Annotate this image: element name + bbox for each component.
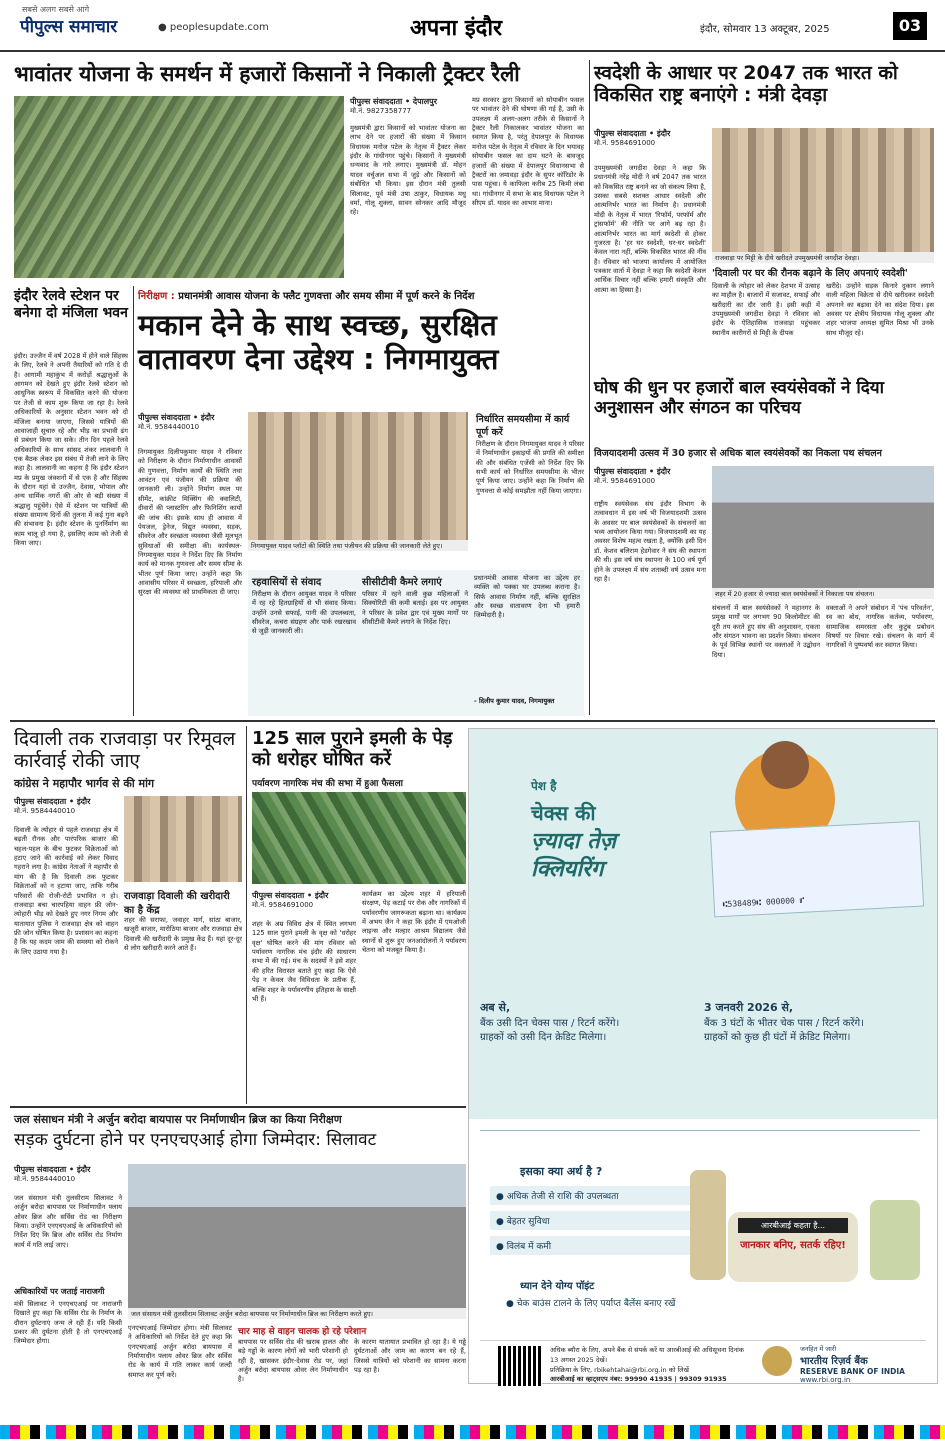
story7-byline: [252, 890, 352, 910]
story2-byline: [594, 128, 706, 148]
story4-caption: निगमायुक्त यादव प्लॉटों की स्थिति तथा पंजीयन की प्रक्रिया की जानकारी लेते हुए।: [248, 540, 468, 551]
cheque-image: [710, 821, 924, 918]
logo-tagline: सबसे अलग सबसे आगे: [22, 5, 90, 14]
story6-body: दिवाली के त्योहार से पहले राजवाड़ा क्षेत्र में बढ़ती रौनक और पारंपरिक बाजार की चहल-पहल के बीच फुटकर विक्रेताओं को हटाए जाने की कार्रवाई को लेकर विवाद गहराने लगा है। कांग्रेस नेताओं ने महापौर से मांग की है कि दिवाली तक फुटकर विक्रेताओं को न हटाया जाए, ताकि गरीब परिवारों की रोजी-रोटी प्रभावित न हो। राजवाड़ा बचा चारपहिया वाहन फ्री जोन- त्योहारी भीड़ को देखते हुए नगर निगम और यातायात पुलिस ने राजवाड़ा क्षेत्र को वाहन फ्री जोन घोषित किया है। प्रशासन का कहना है कि यह कदम जाम की समस्या को रोकने के लिए उठाया गया है।: [14, 826, 118, 956]
ad-point: ● अधिक तेजी से राशि की उपलब्धता: [490, 1186, 710, 1205]
story5-body2: संचलनों में बाल स्वयंसेवकों ने महानगर के प्रमुख मार्गों पर लगभग 90 किलोमीटर की दूरी तय करते हुए संघ की अनुशासन, एकता और संगठन भावना का प्रदर्शन किया। संचलन के पूर्व विभिन्न स्थानों पर वक्ताओं ने उद्बोधन दिया।: [712, 604, 820, 659]
column-divider: [246, 726, 247, 1104]
ad-headline-1: चेक्स की: [531, 801, 596, 825]
story1-byline: [350, 96, 466, 116]
story4-box1-body: निरीक्षण के दौरान आयुक्त यादव ने परिसर में रह रहे हितग्राहियों से भी संवाद किया। उन्होंने उनसे सफाई, पानी की उपलब्धता, सीवरेज, कचरा संग्रहण और पार्क रखरखाव से जुड़ी जानकारी ली।: [252, 590, 356, 636]
ad-point-text: अधिक तेजी से राशि की उपलब्धता: [506, 1192, 619, 1202]
cheque-number: ⑆538489⑆ 000000 ⑈: [722, 895, 805, 909]
qr-code[interactable]: [498, 1346, 542, 1386]
story7-body: शहर के अम्र विविध क्षेत्र में स्थित लगभग 125 साल पुराने इमली के वृक्ष को 'धरोहर वृक्ष' घोषित करने की मांग रविवार को पर्यावरण नागरिक मंच इंदौर की साधारण सभा में की गई। मंच के सदस्यों ने इसे शहर की हरित विरासत बताते हुए कहा कि ऐसे पेड़ न केवल जैव विविधता के प्रतीक हैं, बल्कि शहर के पर्यावरणीय इतिहास के साक्षी भी हैं।: [252, 920, 356, 1003]
ad-point: ● विलंब में कमी: [490, 1236, 710, 1255]
story8-mobile: मो.नं. 9584440010: [14, 1175, 76, 1183]
story4-mobile: मो.नं. 9584440010: [138, 423, 200, 431]
story4-body: निगमायुक्त दिलीपकुमार यादव ने रविवार को निरीक्षण के दौरान निर्माणाधीन आवासों की गुणवत्ता, निर्माण कार्यों की स्थिति तथा आवंटन एवं पंजीयन की प्रक्रिया की जानकारी ली। उन्होंने निर्माण स्थल पर सीमेंट, कांक्रीट मिक्सिंग की क्वालिटी, दीवारों की प्लास्टरिंग और फिनिशिंग कार्यों की जांच की। इसके साथ ही आवास में पेयजल, ड्रेनेज, विद्युत व्यवस्था, सड़क, सीवरेज और स्वच्छता व्यवस्था जैसी मूलभूत सुविधाओं की समीक्षा की। कार्यस्थल- निगमायुक्त यादव ने निर्देश दिए कि निर्माण कार्य को मानक गुणवत्ता और समय सीमा के भीतर पूर्ण किया जाए। उन्होंने कहा कि आवासीय परिसर में स्वच्छता, हरियाली और सुरक्षा की व्यवस्था को प्राथमिकता दी जाए।: [138, 448, 242, 597]
story3-body: इंदौर। उज्जैन में वर्ष 2028 में होने वाले सिंहस्थ के लिए, रेलवे ने अपनी तैयारियों को गति दे दी है। आगामी महाकुंभ में करोड़ों श्रद्धालुओं के आगमन को देखते हुए इंदौर रेलवे स्टेशन को आधुनिक स्वरूप में विकसित करने की योजना पर तेजी से काम शुरू किया जा रहा है। रेलवे अधिकारियों के अनुसार स्टेशन भवन को दो मंजिला बनाया जाएगा, जिससे यात्रियों की आवाजाही सुचारु रहे और भीड़ का प्रभावी ढंग से प्रबंधन किया जा सके। तीन दिन पहले रेलवे अधिकारियों के साथ सांसद शंकर लालवानी ने एक बैठक लेकर इस संबंध में तेजी लाने के लिए कहा है। लालवानी का कहना है कि इंदौर स्टेशन मप्र के प्रमुख जंक्शनों में से एक है और सिंहस्थ के दौरान यहां से उज्जैन, देवास, भोपाल और अन्य धार्मिक नगरों की ओर से बड़ी संख्या में श्रद्धालु पहुंचेंगे। ऐसे में स्टेशन पर यात्रियों की संख्या सामान्य दिनों की तुलना में कई गुना बढ़ने की संभावना है। इंदौर स्टेशन के पुनर्निर्माण का काम चालू हो गया है, इसलिए काम को तेजी से किया जाए।: [14, 352, 128, 548]
ad-point-text: बेहतर सुविधा: [506, 1217, 550, 1227]
story6-byline: [14, 796, 122, 816]
story8-byline-text: पीपुल्स संवाददाता • इंदौर: [14, 1165, 91, 1174]
story2-byline-text: पीपुल्स संवाददाता • इंदौर: [594, 129, 671, 138]
paper-name: पीपुल्स समाचार: [20, 17, 118, 37]
story8-body2: एनएचएआई जिम्मेदार होगा। मंत्री सिलावट ने अधिकारियों को निर्देश देते हुए कहा कि एनएचएआई अर्जुन बरोदा बायपास में निर्माणाधीन फ्लाय ओवर ब्रिज और सर्विस रोड के कार्य में गति लाकर कार्य जल्दी समाप्त कर पूर्ण करें।: [128, 1324, 232, 1379]
story7-sub: पर्यावरण नागरिक मंच की सभा में हुआ फैसला: [252, 779, 404, 789]
story2-headline: स्वदेशी के आधार पर 2047 तक भारत को विकसित राष्ट्र बनाएंगे : मंत्री देवड़ा: [594, 62, 898, 107]
story5-byline-text: पीपुल्स संवाददाता • इंदौर: [594, 467, 671, 476]
dateline: इंदौर, सोमवार 13 अक्टूबर, 2025: [700, 24, 830, 35]
ad-note-title: ध्यान देने योग्य पॉइंट: [520, 1281, 595, 1292]
story1-body-col2: मप्र सरकार द्वारा किसानों को सोयाबीन फसल पर भावांतर देने की घोषणा की गई है, उसी के उपलक्ष्य में अलग-अलग तरीके से किसानों ने ट्रैक्टर रैली निकालकर भावांतर योजना का स्वागत किया है, परंतु देपालपुर के विधायक मनोज पटेल के नेतृत्व में रविवार के दिन भयावह सोयाबीन फसल का दाम घटने के बावजूद हजारों की संख्या में देपालपुर विधानसभा से ट्रैक्टरों का जमावड़ा इंदौर के सुपर कॉरिडोर के पास पहुंचा। ये काफिला करीब 25 किमी लंबा था। गांधीनगर में सभा के बाद विधायक पटेल ने सीएम डॉ. यादव का आभार माना।: [472, 96, 584, 207]
ad-mascot-line: जानकार बनिए, सतर्क रहिए!: [740, 1240, 846, 1251]
story8-kicker: जल संसाधन मंत्री ने अर्जुन बरोदा बायपास पर निर्माणाधीन ब्रिज का किया निरीक्षण: [14, 1113, 342, 1126]
masthead: [0, 0, 945, 52]
story2-caption: राजवाड़ा पर मिट्टी के दीये खरीदते उपमुख्यमंत्री जगदीश देवड़ा।: [712, 252, 934, 263]
story5-mobile: मो.नं. 9584691000: [594, 477, 656, 485]
page-number: 03: [893, 12, 927, 40]
story2-quote: 'दिवाली पर घर की रौनक बढ़ाने के लिए अपनाएं स्वदेशी': [712, 268, 908, 279]
story2-quote-body1: दिवाली के त्योहार को लेकर देशभर में उत्साह का माहौल है। बाजारों में सजावट, सफाई और खरीदारी का दौर जारी है। इसी कड़ी में उपमुख्यमंत्री जगदीश देवड़ा ने रविवार को इंदौर के ऐतिहासिक राजवाड़ा पहुंचकर स्थानीय कारीगरों से मिट्टी के दीपक: [712, 282, 820, 337]
ad-headline-2: ज़्यादा तेज़: [531, 829, 616, 854]
story5-kicker: विजयादशमी उत्सव में 30 हजार से अधिक बाल स्वयंसेवकों का निकला पथ संचलन: [594, 448, 882, 459]
ad-footer-text: [550, 1346, 750, 1385]
story7-byline-text: पीपुल्स संवाददाता • इंदौर: [252, 891, 329, 900]
story8-caption: जल संसाधन मंत्री तुलसीराम सिलावट अर्जुन बरोदा बायपास पर निर्माणाधीन ब्रिज का निरीक्षण करते हुए।: [128, 1308, 466, 1319]
rbi-name-block: [800, 1344, 930, 1384]
story1-byline-text: पीपुल्स संवाददाता • देपालपुर: [350, 97, 437, 106]
story6-headline: दिवाली तक राजवाड़ा पर रिमूवल कार्रवाई रोकी जाए: [14, 728, 236, 773]
ad-headline-3: क्लियरिंग: [531, 857, 604, 882]
rbi-website[interactable]: www.rbi.org.in: [800, 1376, 851, 1384]
ad-footer-line2: प्रतिक्रिया के लिए, rbikehtahai@rbi.org.in को लिखें: [550, 1365, 689, 1374]
story4-box1-heading: रहवासियों से संवाद: [252, 577, 322, 588]
story7-headline: 125 साल पुराने इमली के पेड़ को धरोहर घोषित करें: [252, 728, 453, 771]
story8-photo: [128, 1164, 466, 1308]
section-rule: [10, 1106, 466, 1108]
story4-kicker-text: प्रधानमंत्री आवास योजना के फ्लैट गुणवत्ता और समय सीमा में पूर्ण करने के निर्देश: [178, 291, 475, 302]
ad-intro: पेश है: [531, 779, 557, 793]
ad-points-list: [490, 1186, 710, 1261]
story4-box2-heading: सीसीटीवी कैमरे लगाएं: [362, 577, 442, 588]
ad-point: ● बेहतर सुविधा: [490, 1211, 710, 1230]
story4-kicker-label: निरीक्षण :: [138, 291, 175, 302]
ad-note-text: चेक बाउंस टालने के लिए पर्याप्त बैलेंस बनाए रखें: [516, 1299, 676, 1309]
ad-left-title: अब से,: [480, 1001, 511, 1014]
ad-right-title: 3 जनवरी 2026 से,: [704, 1001, 794, 1014]
section-title: अपना इंदौर: [410, 16, 503, 41]
rbi-name-english: RESERVE BANK OF INDIA: [800, 1367, 905, 1376]
story2-body: उपमुख्यमंत्री जगदीश देवड़ा ने कहा कि प्रधानमंत्री नरेंद्र मोदी ने वर्ष 2047 तक भारत को विकसित राष्ट्र बनाने का जो संकल्प लिया है, उसका सबसे सशक्त आधार स्वदेशी और आत्मनिर्भर भारत का निर्माण है। प्रधानमंत्री मोदी के नेतृत्व में भारत 'रिफॉर्म, परफॉर्म और ट्रांसफॉर्म' की नीति पर आगे बढ़ रहा है। आत्मनिर्भर भारत का मार्ग स्वदेशी से होकर गुजरता है। 'हर घर स्वदेशी, घर-घर स्वदेशी' केवल नारा नहीं, बल्कि विकसित भारत की नींव है। रविवार को भाजपा कार्यालय में आयोजित पत्रकार वार्ता में देवड़ा ने कहा कि स्वदेशी केवल आर्थिक विचार नहीं बल्कि हमारी संस्कृति और आत्मा का हिस्सा है।: [594, 164, 706, 294]
story7-body2: कार्यक्रम का उद्देश्य शहर में हरियाली संरक्षण, पेड़ कटाई पर रोक और नागरिकों में पर्यावरणीय जागरूकता बढ़ाना था। कार्यक्रम में अभय जैन ने कहा कि इंदौर में एमओजी लाइन्स और मल्हार आश्रम विद्यालय जैसे स्थानों से शुरू हुए जनआंदोलनों ने पर्यावरण चेतना को मजबूत किया है।: [362, 890, 466, 955]
story5-body3: वक्ताओं ने अपने संबोधन में 'पंच परिवर्तन', स्व का बोध, नागरिक कर्तव्य, पर्यावरण, सामाजिक समरसता और कुटुंब प्रबोधन विषयों पर विचार रखे। संचलन के मार्ग में नागरिकों ने पुष्पवर्षा कर स्वागत किया।: [826, 604, 934, 650]
story8-box-heading: चार माह से वाहन चालक हो रहे परेशान: [238, 1327, 367, 1337]
story4-boxes: [248, 570, 584, 716]
story5-caption: शहर में 20 हजार से ज्यादा बाल स्वयंसेवकों ने निकाला पथ संचलन।: [712, 588, 934, 599]
story6-box-heading: राजवाड़ा दिवाली की खरीदारी का है केंद्र: [124, 891, 230, 916]
ad-right-block: [704, 1000, 930, 1043]
story4-headline: मकान देने के साथ स्वच्छ, सुरक्षित वातावरण देना उद्देश्य : निगमायुक्त: [138, 308, 499, 377]
story5-byline: [594, 466, 706, 486]
story5-body: राष्ट्रीय स्वयंसेवक संघ इंदौर विभाग के तत्वावधान में इस वर्ष भी विजयादशमी उत्सव के अवसर पर बाल स्वयंसेवकों के संचलनों का भव्य आयोजन किया गया। विजयादशमी का यह अवसर विशेष महत्व रखता है, क्योंकि इसी दिन डॉ. केशव बलिराम हेडगेवार ने संघ की स्थापना की थी। इस वर्ष संघ स्थापना के 100 वर्ष पूर्ण होने के उपलक्ष्य में संघ शताब्दी वर्ष उत्सव मना रहा है।: [594, 500, 706, 583]
story4-kicker: [138, 288, 584, 302]
rbi-emblem: [762, 1346, 792, 1376]
ad-meaning-title: इसका क्या अर्थ है ?: [520, 1165, 603, 1178]
story1-photo: [14, 96, 344, 278]
story8-box-body1: बायपास पर सर्विस रोड की खराब हालत और बड़े गड्ढों के कारण लोगों को भारी परेशानी हो रही है, खासकर इंदौर-देवास रोड पर, जहां अर्जुन बरोदा बायपास ओवर लेन निर्माणाधीन है।: [238, 1338, 348, 1384]
ad-footer-rule: [480, 1340, 926, 1341]
ad-model-head: [761, 741, 809, 789]
story8-side-heading: अधिकारियों पर जताई नाराजगी: [14, 1287, 105, 1296]
print-registration-strip: [0, 1425, 945, 1439]
story4-byline-text: पीपुल्स संवाददाता • इंदौर: [138, 413, 215, 422]
ad-footer-line1: अधिक ब्यौरा के लिए, अपने बैंक से संपर्क करें या आरबीआई की अधिसूचना दिनांक 13 अगस्त 2025 देखें।: [550, 1346, 744, 1364]
column-divider: [589, 60, 590, 715]
story3-headline: इंदौर रेलवे स्टेशन पर बनेगा दो मंजिला भवन: [14, 288, 128, 321]
story1-body-col1: मुख्यमंत्री द्वारा किसानों को भावांतर योजना का लाभ देने पर हजारों की संख्या में किसान विधायक मनोज पटेल के नेतृत्व में ट्रैक्टर लेकर इंदौर के गांधीनगर पहुंचे। किसानों ने मुख्यमंत्री धन्यवाद के नारे लगाए। मुख्यमंत्री डॉ. मोहन यादव वर्चुअल सभा में जुड़े और किसानों को संबोधित भी किया। इस दौरान मंत्री तुलसी सिलावट, पूर्व मंत्री उषा ठाकुर, विधायक मधु वर्मा, गोलू शुक्ला, सावन सोनकर आदि मौजूद रहे।: [350, 124, 466, 217]
story8-byline: [14, 1164, 122, 1184]
story4-side-heading: निर्धारित समयसीमा में कार्य पूर्ण करें: [476, 414, 570, 438]
ad-issuer: जनहित में जारी: [800, 1345, 837, 1353]
story4-box3-sign: - दिलीप कुमार यादव, निगमायुक्त: [474, 697, 555, 705]
story4-byline: [138, 412, 242, 432]
ad-mascot-right: [870, 1200, 920, 1280]
story4-box2-body: परिसर में रहने वाली कुछ महिलाओं ने सिक्योरिटी की कमी बताई। इस पर आयुक्त ने परिसर के प्रवेश द्वार एवं मुख्य मार्गों पर सीसीटीवी कैमरे लगाने के निर्देश दिए।: [362, 590, 468, 627]
story1-headline: भावांतर योजना के समर्थन में हजारों किसानों ने निकाली ट्रैक्टर रैली: [14, 62, 520, 86]
story2-photo: [712, 128, 934, 252]
story8-side-body: मंत्री सिलावट ने एनएचएआई पर नाराजगी दिखाते हुए कहा कि सर्विस रोड के निर्माण के दौरान दुर्घटनाएं जन्म ले रही हैं। यदि किसी प्रकार की दुर्घटना होती है तो एनएचएआई जिम्मेदार होगा।: [14, 1300, 122, 1346]
ad-helpline: आरबीआई का व्हाट्सएप नंबर: 99990 41935 | 99309 91935: [550, 1375, 727, 1384]
story8-headline: सड़क दुर्घटना होने पर एनएचएआई होगा जिम्मेदार: सिलावट: [14, 1130, 377, 1150]
website-link[interactable]: ● peoplesupdate.com: [158, 22, 269, 33]
ad-mascot-title: आरबीआई कहता है...: [738, 1218, 848, 1233]
ad-speech-bubble: [728, 1212, 858, 1282]
story4-box3-body: प्रधानमंत्री आवास योजना का उद्देश्य हर व्यक्ति को पक्का घर उपलब्ध कराना है। सिर्फ आवास निर्माण नहीं, बल्कि सुरक्षित और स्वच्छ वातावरण देना भी हमारी जिम्मेदारी है।: [474, 574, 580, 620]
ad-left-line2: ग्राहकों को उसी दिन क्रेडिट मिलेगा।: [480, 1032, 607, 1043]
story6-sub: कांग्रेस ने महापौर भार्गव से की मांग: [14, 777, 155, 790]
ad-right-line1: बैंक 3 घंटों के भीतर चेक पास / रिटर्न करेंगे।: [704, 1018, 864, 1029]
story6-photo: [124, 796, 242, 882]
rbi-name-hindi: भारतीय रिज़र्व बैंक: [800, 1356, 868, 1367]
column-divider: [133, 286, 134, 716]
ad-left-block: [480, 1000, 690, 1043]
ad-note: ● चेक बाउंस टालने के लिए पर्याप्त बैलेंस बनाए रखें: [506, 1299, 676, 1309]
ad-divider: [480, 1130, 920, 1131]
story7-photo: [252, 792, 466, 884]
story5-photo: [712, 466, 934, 588]
ad-left-line1: बैंक उसी दिन चेक्स पास / रिटर्न करेंगे।: [480, 1018, 620, 1029]
story5-headline: घोष की धुन पर हजारों बाल स्वयंसेवकों ने दिया अनुशासन और संगठन का परिचय: [594, 378, 885, 419]
ad-mascot-left: [690, 1170, 726, 1280]
story4-photo: [248, 412, 468, 540]
ad-point-text: विलंब में कमी: [506, 1242, 552, 1252]
story8-body: जल संसाधन मंत्री तुलसीराम सिलावट ने अर्जुन बरोदा बायपास पर निर्माणाधीन फ्लाय ओवर ब्रिज और सर्विस रोड का निरीक्षण किया। उन्होंने एनएचएआई के अधिकारियों को निर्देश दिए कि ब्रिज और सर्विस रोड निर्माण कार्य में गति लाई जाए।: [14, 1194, 122, 1249]
story6-box-body: शहर की सराफा, जवाहर मार्ग, सांठा बाजार, खजूरी बाजार, मारोठिया बाजार और राजवाड़ा क्षेत्र दिवाली की खरीदारी के प्रमुख केंद्र हैं। यहां दूर-दूर से लोग खरीदारी करने आते हैं।: [124, 916, 242, 953]
section-rule: [10, 720, 935, 722]
story6-mobile: मो.नं. 9584440010: [14, 807, 76, 815]
paper-logo[interactable]: [20, 5, 118, 37]
story2-quote-body2: खरीदे। उन्होंने सड़क किनारे दुकान लगाने वाली महिला विक्रेता से दीये खरीदकर स्वदेशी अपनाने का बढ़ावा देने का संदेश दिया। इस अवसर पर क्षेत्रीय विधायक गोलू शुक्ला और शहर भाजपा अध्यक्ष सुमित मिश्रा भी उनके साथ मौजूद रहे।: [826, 282, 934, 337]
story7-mobile: मो.नं. 9584691000: [252, 901, 314, 909]
ad-right-line2: ग्राहकों को कुछ ही घंटों में क्रेडिट मिलेगा।: [704, 1032, 851, 1043]
story8-box-body2: के कारण यातायात प्रभावित हो रहा है। ये गड्ढे दुर्घटनाओं और जाम का कारण बन रहे हैं, जिससे यात्रियों को परेशानी का सामना करना पड़ रहा है।: [354, 1338, 466, 1375]
story1-mobile: मो.नं. 9827358777: [350, 107, 412, 115]
website-text: peoplesupdate.com: [169, 22, 269, 33]
story6-byline-text: पीपुल्स संवाददाता • इंदौर: [14, 797, 91, 806]
story4-side-body: निरीक्षण के दौरान निगमायुक्त यादव ने परिसर में निर्माणाधीन इकाइयों की प्रगति की समीक्षा की और संबंधित एजेंसी को निर्देश दिए कि सभी कार्य को निर्धारित समयसीमा के भीतर पूर्ण किया जाए। उन्होंने कहा कि निर्माण की गुणवत्ता से कोई समझौता नहीं किया जाएगा।: [476, 440, 584, 495]
story2-mobile: मो.नं. 9584691000: [594, 139, 656, 147]
